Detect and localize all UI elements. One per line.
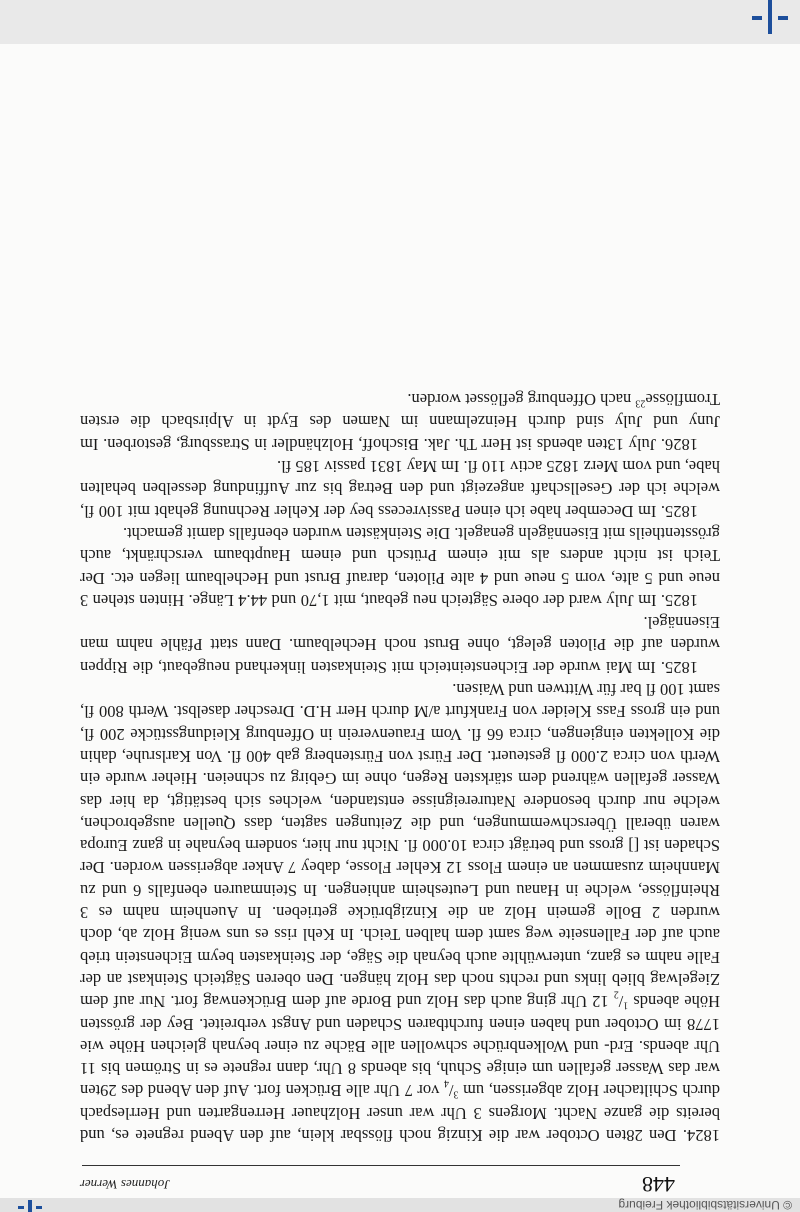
fraction-numerator: 3 bbox=[453, 1088, 459, 1100]
fraction-denominator: 4 bbox=[443, 1078, 449, 1090]
page-number: 448 bbox=[642, 1172, 675, 1197]
text-run: vor 7 Uhr alle Brücken fort. Auf den Abend des 29ten war das Wasser gefallen um einige Schuh, bis abends 8 Uhr, dann regnete es in Strömen bis 11 Uhr abends. Erd- und Wolkenbrüche schwollen alle Bäche zu einer beynah gleichen Höhe wie 1778 im October und haben einen furchtbaren Schaden und Angst verbreitet. Bey der grössten Höhe abends bbox=[80, 992, 720, 1101]
text-run: 1825. Im December habe ich einen Passivrecess bey der Kehler Rechnung gehabt mit 100 fl, welche ich der Gesellschaft angezeigt und den Betrag bis zur Auffindung desselben behalten habe, und vom Merz 1825 activ 110 fl. Im May 1831 passiv 185 fl. bbox=[80, 457, 720, 521]
text-run: 12 Uhr ging auch das Holz und Borde auf dem Brückenwag fort. Nur auf dem Ziegelwag blieb links und rechts noch das Holz hängen. Den oberen Sägteich Steinkast an der Falle nahm es ganz, unterwühlte auch beynah die Säge, der Steinkasten beym Eichenstein trieb auch auf der Fallenseite weg samt dem halben Teich. In Kehl riss es uns wenig Holz ab, doch wurden 2 Bolle gemein Holz an die Kinzigbrücke getrieben. In Auenheim nahm es 3 Rheinflösse, welche in Hanau und Leutesheim anhiengen. In Steinmauren ebenfalls 6 und zu Mannheim zusammen an einem Floss 12 Kehler Flosse, dabey 7 Anker abgerissen worden. Der Schaden ist [] gross und beträgt circa 10.000 fl. Nicht nur hier, sondern beynahe in ganz Europa waren überall Überschwemmungen, und die Zeitungen sagten, dass Quellen ausgebrochen, welche nur durch besondere Naturereignisse entstanden, welches sich bestätigt, da hier das Wasser gefallen während dem stärksten Regen, ohne im Gebirg zu schneien. Hieher wurde ein Werth von circa 2.000 fl gesteuert. Der Fürst von Fürstenberg gab 400 fl. Von Karlsruhe, dahin die Kollekten eingiengen, circa 66 fl. Vom Frauenverein in Offenburg Kleidungsstücke 200 fl, und ein gross Fass Kleider von Frankfurt a/M durch Herr H.D. Drescher daselbst. Werth 800 fl, samt 100 fl bar für Wittwen und Waisen. bbox=[79, 680, 720, 1012]
header-rule bbox=[82, 1165, 680, 1166]
paragraph bbox=[80, 388, 720, 455]
fraction: $^1/_2$ bbox=[613, 988, 629, 1012]
text-run: nach Offenburg geflösset worden. bbox=[407, 390, 636, 410]
paragraph bbox=[80, 678, 720, 1146]
paragraph bbox=[80, 611, 720, 678]
paragraph bbox=[80, 455, 720, 522]
top-strip-copyright: © Universitätsbibliothek Freiburg bbox=[618, 1198, 792, 1212]
body-text bbox=[80, 388, 720, 1146]
paragraph bbox=[80, 522, 720, 611]
ub-logo-icon-large bbox=[750, 0, 790, 34]
running-head: Johannes Werner bbox=[79, 1177, 170, 1192]
text-run: 1826. July 13ten abends ist Herr Th. Jak. Bischoff, Holzhändler in Strassburg, gestorben. Im Juny und July sind durch Heinzelmann im Namen des Eydt in Alpirsbach die ersten Tromflösse bbox=[80, 390, 720, 454]
text-run: 1825. Im Mai wurde der Eichensteinteich mit Steinkasten linkerhand neugebaut, die Rippen wurden auf die Piloten gelegt, ohne Brust noch Hechelbaum. Dann statt Pfähle nahm man Eisennägel. bbox=[80, 613, 720, 677]
fraction-numerator: 1 bbox=[623, 999, 629, 1011]
viewer-top-strip bbox=[0, 1198, 800, 1212]
fraction: $^3/_4$ bbox=[443, 1078, 459, 1101]
fraction-denominator: 2 bbox=[613, 988, 619, 1000]
text-run: 1825. Im July ward der obere Sägteich neu gebaut, mit 1,70 und 44.4 Länge. Hinten stehen 3 neue und 5 alte, vorn 5 neue und 4 alte Piloten, darauf Brust und Hechelbaum liegen etc. Der Teich ist nicht anders als mit einem Prütsch und einem Hauptbaum verschränkt, auch grösstentheils mit Eisennägeln genagelt. Die Steinkästen wurden ebenfalls damit gemacht. bbox=[80, 523, 720, 610]
footnote-marker[interactable]: 23 bbox=[635, 397, 646, 409]
viewer-bottom-bar bbox=[0, 0, 800, 44]
ub-logo-icon bbox=[17, 1200, 43, 1212]
text-run: 1824. Den 28ten October war die Kinzig noch flössbar klein, auf den Abend regnete es, und bereits die ganze Nacht. Morgens 3 Uhr war unser Holzhauer Herrengarten und Herrlespach durch Schiltacher Holz abgerissen, um bbox=[80, 1081, 720, 1145]
